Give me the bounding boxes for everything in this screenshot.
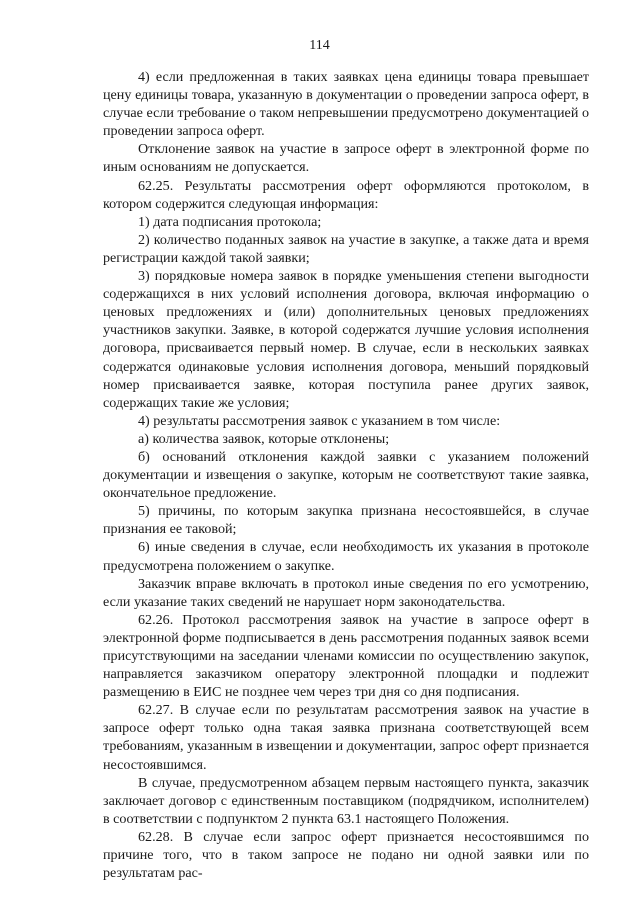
paragraph-62-28: 62.28. В случае если запрос оферт признается несостоявшимся по причине того, что в таком запросе не подано ни одной заявки или по результатам рас- [103,828,589,882]
paragraph-item-5-reasons: 5) причины, по которым закупка признана несостоявшейся, в случае признания ее таковой; [103,503,589,538]
paragraph-subitem-b: б) оснований отклонения каждой заявки с указанием положений документации и извещения о закупке, которым не соответствуют такие заявка, окончательное предложение. [103,448,589,502]
paragraph-item-1-date: 1) дата подписания протокола; [138,213,322,230]
paragraph-62-27: 62.27. В случае если по результатам рассмотрения заявок на участие в запросе оферт только одна такая заявка признана соответствующей всем требованиям, указанным в извещении и документации, запрос оферт признается несостоявшимся. [103,702,589,773]
paragraph-62-26: 62.26. Протокол рассмотрения заявок на участие в запросе оферт в электронной форме подписывается в день рассмотрения поданных заявок всеми присутствующими на заседании членами комиссии по осуществлению закупок, направляется заказчиком оператору электронной площадки и подлежит размещению в ЕИС не позднее чем через три дня со дня подписания. [103,611,589,701]
paragraph-single-supplier: В случае, предусмотренном абзацем первым настоящего пункта, заказчик заключает договор с единственным поставщиком (подрядчиком, исполнителем) в соответствии с подпунктом 2 пункта 63.1 настоящего Положения. [103,774,589,827]
paragraph-item-3-order-numbers: 3) порядковые номера заявок в порядке уменьшения степени выгодности содержащихся в них условий исполнения договора, включая информацию о ценовых предложениях и (или) дополнительных ценовых предложениях участников закупки. Заявке, в которой содержатся лучшие условия исполнения договора, присваивается первый номер. В случае, если в нескольких заявках содержатся одинаковые условия исполнения договора, меньший порядковый номер присваивается заявке, которая поступила ранее других заявок, содержащих такие же условия; [103,268,589,411]
document-body [103,68,589,882]
paragraph-customer-discretion: Заказчик вправе включать в протокол иные сведения по его усмотрению, если указание таких сведений не нарушает норм законодательства. [103,575,589,610]
paragraph-item-4-results: 4) результаты рассмотрения заявок с указанием в том числе: [138,412,501,429]
paragraph-item-2-count: 2) количество поданных заявок на участие в закупке, а также дата и время регистрации каждой такой заявки; [103,231,589,266]
page-number: 114 [309,38,330,53]
paragraph-item-6-other: 6) иные сведения в случае, если необходимость их указания в протоколе предусмотрена положением о закупке. [103,539,589,574]
paragraph-rejection-other-grounds: Отклонение заявок на участие в запросе оферт в электронной форме по иным основаниям не допускается. [103,141,589,176]
paragraph-item-4-price: 4) если предложенная в таких заявках цена единицы товара превышает цену единицы товара, указанную в документации о проведении запроса оферт, в случае если требование о таком непревышении предусмотрено документацией о проведении запроса оферт. [103,69,589,140]
paragraph-subitem-a: а) количества заявок, которые отклонены; [138,430,390,447]
paragraph-62-25: 62.25. Результаты рассмотрения оферт оформляются протоколом, в котором содержится следующая информация: [103,177,589,212]
